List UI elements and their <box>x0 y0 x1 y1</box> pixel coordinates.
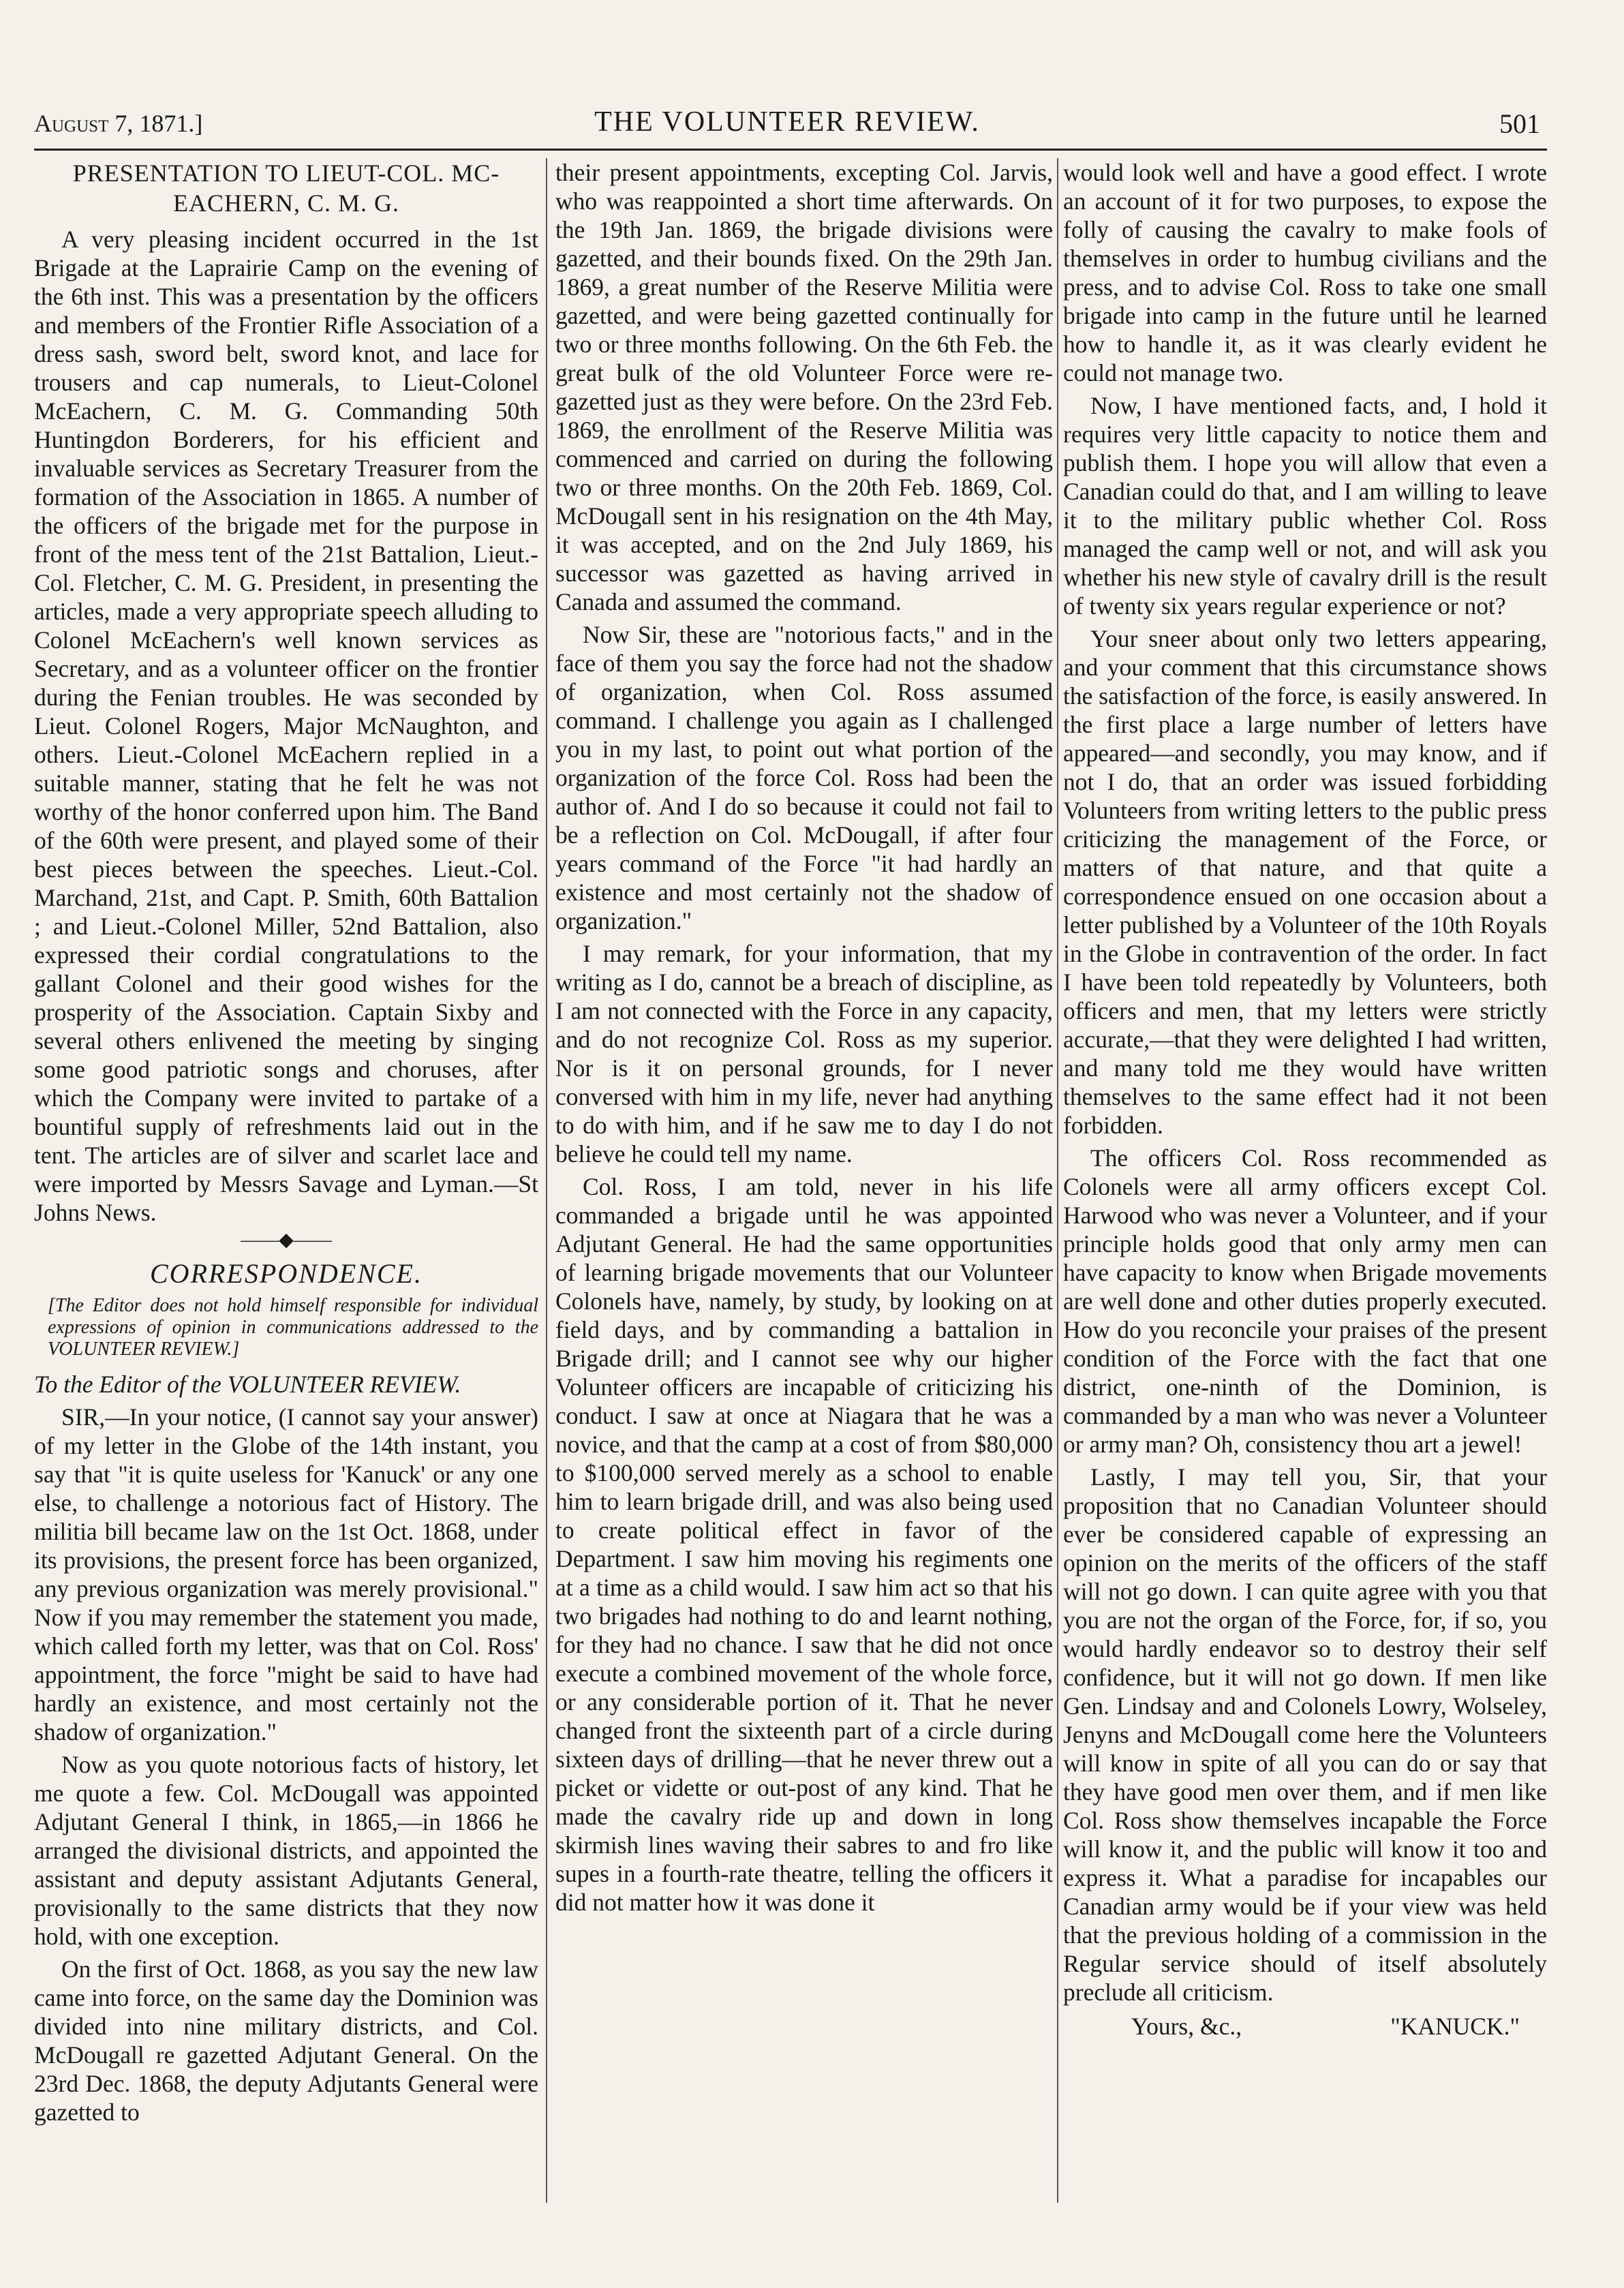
letter-salutation: To the Editor of the VOLUNTEER REVIEW. <box>34 1371 461 1398</box>
column-divider <box>546 158 547 2203</box>
column-1 <box>34 158 538 2203</box>
letter-paragraph: Now Sir, these are "notorious facts," and in the face of them you say the force had not the shadow of organization, when Col. Ross assumed command. I challenge you again as I challenged you in my last, to point out what portion of the organization of the force Col. Ross had been the author of. And I do so because it could not fail to be a reflection on Col. McDougall, if after four years command of the Force "it had hardly an existence and most certainly not the shadow of organization." <box>555 621 1053 934</box>
letter-paragraph: I may remark, for your information, that my writing as I do, cannot be a breach of discipline, as I am not connected with the Force in any capacity, and do not recognize Col. Ross as my superior. Nor is it on personal grounds, for I never conversed with him in my life, never had anything to do with him, and if he saw me to day I do not believe he could tell my name. <box>555 940 1053 1168</box>
column-divider <box>1057 158 1058 2203</box>
page-header <box>34 102 1540 150</box>
column-3 <box>1063 158 1547 2203</box>
article-title: PRESENTATION TO LIEUT-COL. MC-EACHERN, C. M. G. <box>72 159 500 217</box>
letter-paragraph: their present appointments, excepting Col. Jarvis, who was reappointed a short time afterwards. On the 19th Jan. 1869, the brigade divisions were gazetted, and their bounds fixed. On the 29th Jan. 1869, a great number of the Reserve Militia were gazetted, and were being gazetted continually for two or three months following. On the 6th Feb. the great bulk of the old Volunteer Force were re-gazetted just as they were before. On the 23rd Feb. 1869, the enrollment of the Reserve Militia was commenced and carried on during the following two or three months. On the 20th Feb. 1869, Col. McDougall sent in his resignation on the 4th May, it was accepted, and on the 2nd July 1869, his successor was gazetted as having arrived in Canada and assumed the command. <box>555 159 1053 615</box>
letter-paragraph: Lastly, I may tell you, Sir, that your proposition that no Canadian Volunteer should ever be considered capable of expressing an opinion on the merits of the officers of the staff will not go down. I can quite agree with you that you are not the organ of the Force, for, if so, you would hardly endeavor so to destroy their self confidence, but it will not go down. If men like Gen. Lindsay and and Colonels Lowry, Wolseley, Jenyns and McDougall come here the Volunteers will know in spite of all you can do or say that they have good men over them, and if men like Col. Ross show themselves incapable the Force will know it, and the public will know it too and express it. What a paradise for incapables our Canadian army would be if your view was held that the previous holding of a commission in the Regular service should of itself absolutely preclude all criticism. <box>1063 1463 1547 2006</box>
column-2 <box>555 158 1053 2203</box>
page-number: 501 <box>1499 108 1540 139</box>
editor-note: [The Editor does not hold himself responsible for individual expressions of opinion in communications addressed to the VOLUNTEER REVIEW.] <box>48 1295 538 1360</box>
letter-paragraph: Your sneer about only two letters appearing, and your comment that this circumstance shows the satisfaction of the force, is easily answered. In the first place a large number of letters have appeared—and secondly, you may know, and if not I do, that an order was issued forbidding Volunteers from writing letters to the public press criticizing the management of the Force, or matters of that nature, and that quite a correspondence ensued on one occasion about a letter published by a Volunteer of the 10th Royals in the Globe in contravention of the order. In fact I have been told repeatedly by Volunteers, both officers and men, that my letters were strictly accurate,—that they were delighted I had written, and many told me they would have written themselves to the same effect had it not been forbidden. <box>1063 625 1547 1139</box>
letter-paragraph: SIR,—In your notice, (I cannot say your answer) of my letter in the Globe of the 14th instant, you say that "it is quite useless for 'Kanuck' or any one else, to challenge a notorious fact of History. The militia bill became law on the 1st Oct. 1868, under its provisions, the present force has been organized, any previous organization was merely provisional." Now if you may remember the statement you made, which called forth my letter, was that on Col. Ross' appointment, the force "might be said to have had hardly an existence, and most certainly not the shadow of organization." <box>34 1403 538 1745</box>
section-heading: CORRESPONDENCE. <box>150 1258 423 1289</box>
letter-paragraph: The officers Col. Ross recommended as Colonels were all army officers except Col. Harwood who was never a Volunteer, and if your principle holds good that only army men can have capacity to know when Brigade movements are well done and other duties properly executed. How do you reconcile your praises of the present condition of the Force with the fact that one district, one-ninth of the Dominion, is commanded by a man who was never a Volunteer or army man? Oh, consistency thou art a jewel! <box>1063 1144 1547 1458</box>
article-paragraph: A very pleasing incident occurred in the 1st Brigade at the Laprairie Camp on the evening of the 6th inst. This was a presentation by the officers and members of the Frontier Rifle Association of a dress sash, sword belt, sword knot, and lace for trousers and cap numerals, to Lieut-Colonel McEachern, C. M. G. Commanding 50th Huntingdon Borderers, for his efficient and invaluable services as Secretary Treasurer from the formation of the Association in 1865. A number of the officers of the brigade met for the purpose in front of the mess tent of the 21st Battalion, Lieut.-Col. Fletcher, C. M. G. President, in presenting the articles, made a very appropriate speech alluding to Colonel McEachern's well known services as Secretary, and as a volunteer officer on the frontier during the Fenian troubles. He was seconded by Lieut. Colonel Rogers, Major McNaughton, and others. Lieut.-Colonel McEachern replied in a suitable manner, stating that he felt he was not worthy of the honor conferred upon him. The Band of the 60th were present, and played some of their best pieces between the speeches. Lieut.-Col. Marchand, 21st, and Capt. P. Smith, 60th Battalion ; and Lieut.-Colonel Miller, 52nd Battalion, also expressed their cordial congratulations to the gallant Colonel and their good wishes for the prosperity of the Association. Captain Sixby and several others enlivened the meeting by singing some good patriotic songs and choruses, after which the Company were invited to partake of a bountiful supply of refreshments laid out in the tent. The articles are of silver and scarlet lace and were imported by Messrs Savage and Lyman.—St Johns News. <box>34 226 538 1226</box>
letter-paragraph: Col. Ross, I am told, never in his life commanded a brigade until he was appointed Adjutant General. He had the same opportunities of learning brigade movements that our Volunteer Colonels have, namely, by study, by looking on at field days, and by commanding a battalion in Brigade drill; and I cannot see why our higher Volunteer officers are incapable of criticizing his conduct. I saw at once at Niagara that he was a novice, and that the camp at a cost of from $80,000 to $100,000 served merely as a school to enable him to learn brigade drill, and was also being used to create political effect in favor of the Department. I saw him moving his regiments one at a time as a child would. I saw him act so that his two brigades had nothing to do and learnt nothing, for they had no chance. I saw that he did not once execute a combined movement of the whole force, or any considerable portion of it. That he never changed front the sixteenth part of a circle during sixteen days of drilling—that he never threw out a picket or vidette or out-post of any kind. That he made the cavalry ride up and down in long skirmish lines waving their sabres to and fro like supes in a fourth-rate theatre, telling the officers it did not matter how it was done it <box>555 1173 1053 1916</box>
letter-paragraph: Now, I have mentioned facts, and, I hold it requires very little capacity to notice them and publish them. I hope you will allow that even a Canadian could do that, and I am willing to leave it to the military public whether Col. Ross managed the camp well or not, and will ask you whether his new style of cavalry drill is the result of twenty six years regular experience or not? <box>1063 392 1547 620</box>
letter-signature: "KANUCK." <box>1390 2013 1520 2040</box>
letter-closing: Yours, &c., <box>1131 2013 1242 2040</box>
letter-paragraph: would look well and have a good effect. I wrote an account of it for two purposes, to expose the folly of causing the cavalry to make fools of themselves in order to humbug civilians and the press, and to advise Col. Ross to take one small brigade into camp in the future until he learned how to handle it, as it was clearly evident he could not manage two. <box>1063 159 1547 386</box>
letter-paragraph: Now as you quote notorious facts of history, let me quote a few. Col. McDougall was appointed Adjutant General I think, in 1865,—in 1866 he arranged the divisional districts, and appointed the assistant and deputy assistant Adjutants General, provisionally to the same districts that they now hold, with one exception. <box>34 1751 538 1950</box>
issue-date: August 7, 1871.] <box>34 110 203 137</box>
letter-paragraph: On the first of Oct. 1868, as you say the new law came into force, on the same day the Dominion was divided into nine military districts, and Col. McDougall re gazetted Adjutant General. On the 23rd Dec. 1868, the deputy Adjutants General were gazetted to <box>34 1955 538 2126</box>
section-ornament: ——◆—— <box>241 1230 332 1251</box>
header-rule <box>34 149 1547 151</box>
letter-signoff <box>1063 2012 1547 2041</box>
publication-title: THE VOLUNTEER REVIEW. <box>594 106 980 138</box>
